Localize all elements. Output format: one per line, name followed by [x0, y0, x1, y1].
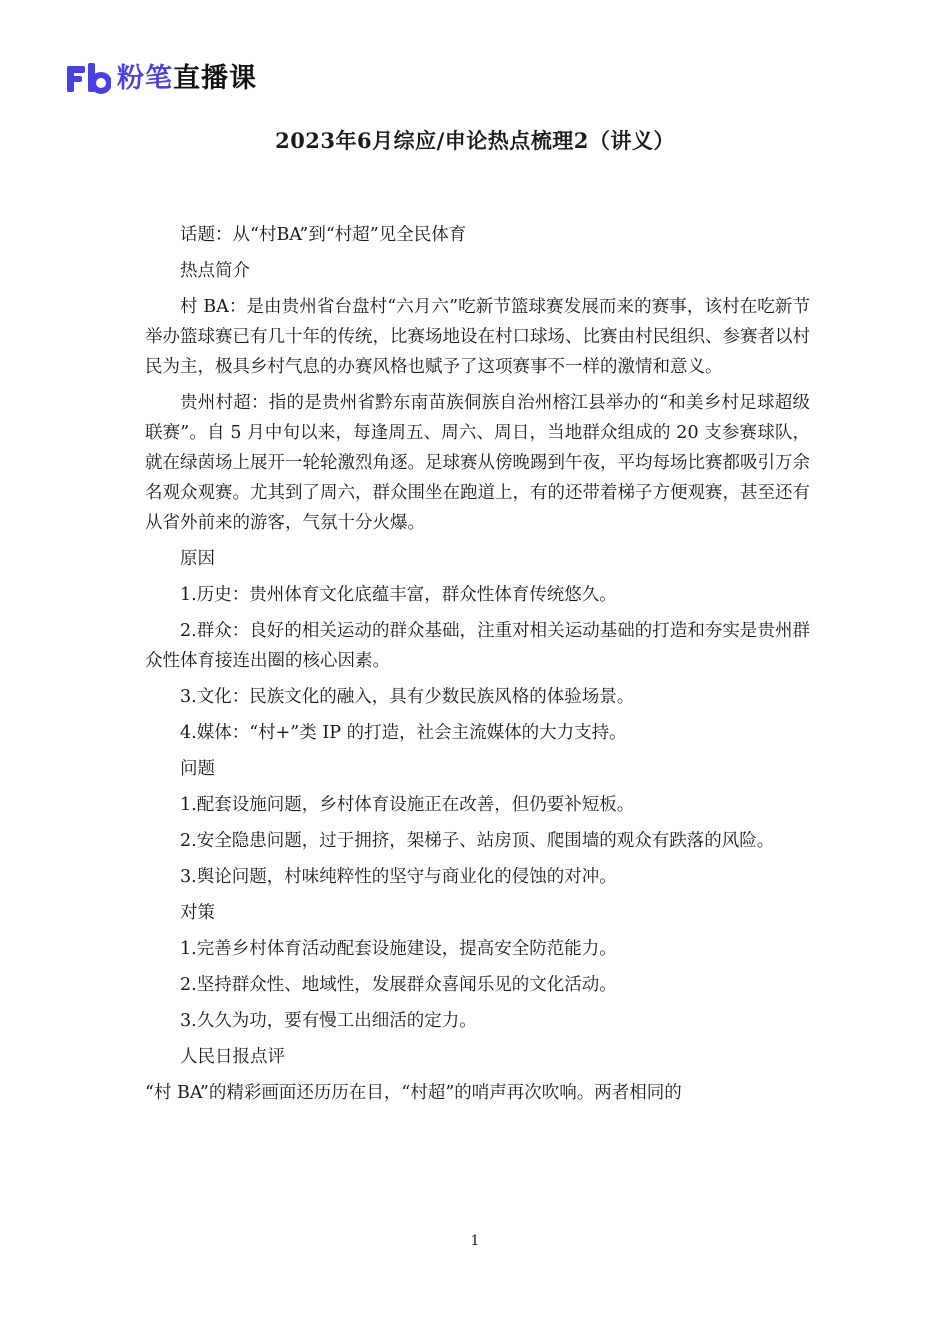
brand-logo	[67, 62, 257, 96]
page-number: 1	[470, 1233, 480, 1249]
paragraph-village-super-league: 贵州村超：指的是贵州省黔东南苗族侗族自治州榕江县举办的“和美乡村足球超级联赛”。自 5 月中旬以来，每逢周五、周六、周日，当地群众组成的 20 支参赛球队，就在绿茵场上展开一轮轮激烈角逐。足球赛从傍晚踢到午夜，平均每场比赛都吸引万余名观众观赛。尤其到了周六，群众围坐在跑道上，有的还带着梯子方便观赛，甚至还有从省外前来的游客，气氛十分火爆。	[145, 393, 810, 533]
reason-item: 1.历史：贵州体育文化底蕴丰富，群众性体育传统悠久。	[180, 585, 617, 605]
commentary-paragraph: “村 BA”的精彩画面还历历在目，“村超”的哨声再次吹响。两者相同的	[145, 1083, 682, 1103]
reason-item: 3.文化：民族文化的融入，具有少数民族风格的体验场景。	[180, 687, 635, 707]
document-title: 2023年6月综应/申论热点梳理2（讲义）	[275, 128, 675, 153]
section-heading-intro: 热点简介	[180, 261, 250, 281]
problem-item: 1.配套设施问题，乡村体育设施正在改善，但仍要补短板。	[180, 795, 635, 815]
logo-text	[117, 62, 257, 96]
countermeasure-item: 2.坚持群众性、地域性，发展群众喜闻乐见的文化活动。	[180, 975, 617, 995]
logo-product-text: 直播课	[173, 63, 257, 94]
countermeasure-item: 3.久久为功，要有慢工出细活的定力。	[180, 1011, 477, 1031]
section-heading-commentary: 人民日报点评	[180, 1047, 285, 1067]
topic-line: 话题：从“村BA”到“村超”见全民体育	[180, 225, 467, 245]
section-heading-countermeasures: 对策	[180, 903, 215, 923]
reason-item: 2.群众：良好的相关运动的群众基础，注重对相关运动基础的打造和夯实是贵州群众性体育接连出圈的核心因素。	[145, 621, 810, 671]
paragraph-village-ba: 村 BA：是由贵州省台盘村“六月六”吃新节篮球赛发展而来的赛事，该村在吃新节举办篮球赛已有几十年的传统，比赛场地设在村口球场、比赛由村民组织、参赛者以村民为主，极具乡村气息的办赛风格也赋予了这项赛事不一样的激情和意义。	[145, 297, 810, 377]
countermeasure-item: 1.完善乡村体育活动配套设施建设，提高安全防范能力。	[180, 939, 617, 959]
problem-item: 3.舆论问题，村味纯粹性的坚守与商业化的侵蚀的对冲。	[180, 867, 617, 887]
reason-item: 4.媒体：“村+”类 IP 的打造，社会主流媒体的大力支持。	[180, 723, 627, 743]
problem-item: 2.安全隐患问题，过于拥挤，架梯子、站房顶、爬围墙的观众有跌落的风险。	[180, 831, 775, 851]
logo-brand-text: 粉笔	[117, 63, 173, 94]
fb-logo-icon	[67, 63, 111, 95]
section-heading-reasons: 原因	[180, 549, 215, 569]
document-body	[145, 220, 810, 1114]
section-heading-problems: 问题	[180, 759, 215, 779]
